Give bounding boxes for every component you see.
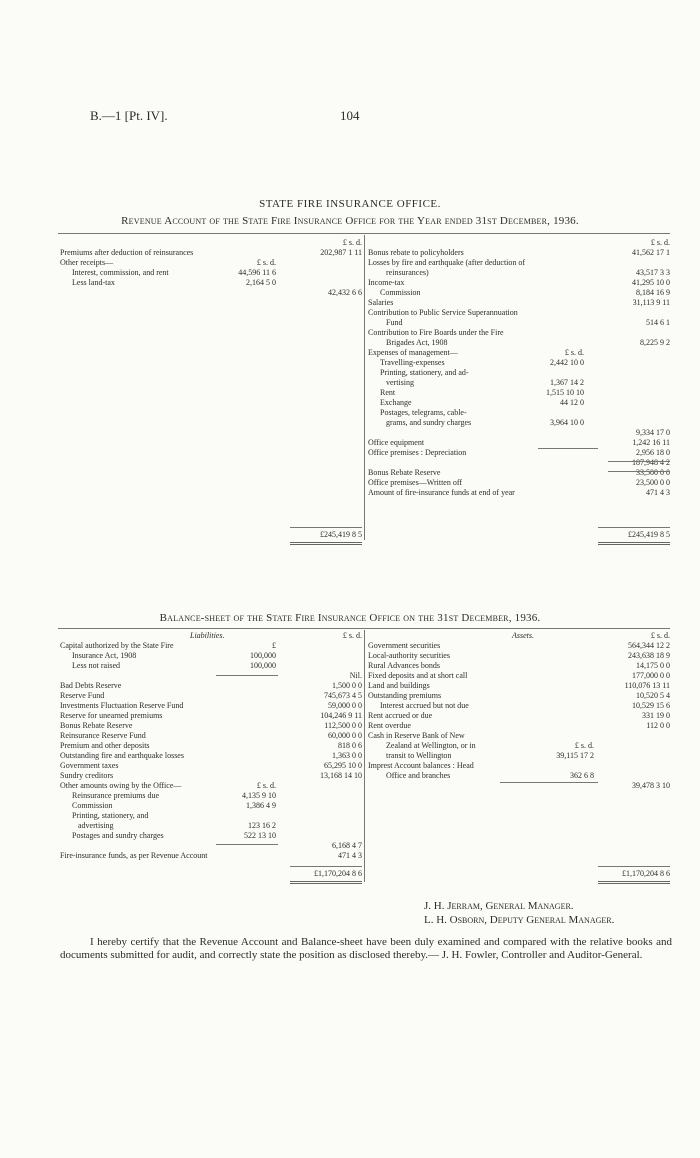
- line-sub-amount: 123 16 2: [248, 821, 276, 830]
- line-label: Office premises : Depreciation: [368, 448, 467, 457]
- line-label: Land and buildings: [368, 681, 430, 690]
- account-line: [60, 751, 362, 761]
- line-sub-amount: 362 6 8: [570, 771, 594, 780]
- line-label: Outstanding fire and earthquake losses: [60, 751, 184, 760]
- account-line: [368, 448, 670, 458]
- account-line: [368, 428, 670, 438]
- line-label: Interest, commission, and rent: [72, 268, 169, 277]
- line-amount: 818 0 6: [338, 741, 362, 750]
- account-line: [368, 418, 670, 428]
- account-line: [60, 671, 362, 681]
- line-sub-amount: 44,596 11 6: [238, 268, 276, 277]
- account-line: [368, 308, 670, 318]
- line-amount: 10,520 5 4: [636, 691, 670, 700]
- page-ref: B.—1 [Pt. IV].: [90, 108, 168, 123]
- line-amount: 514 6 1: [646, 318, 670, 327]
- page-number: 104: [340, 108, 360, 123]
- line-label: Postages and sundry charges: [72, 831, 164, 840]
- line-label: Office premises—Written off: [368, 478, 463, 487]
- line-sub-amount: 4,135 9 10: [242, 791, 276, 800]
- line-label: Office and branches: [386, 771, 451, 780]
- account-line: [60, 761, 362, 771]
- account-line: [368, 468, 670, 478]
- line-label: Fixed deposits and at short call: [368, 671, 468, 680]
- account-line: [60, 711, 362, 721]
- account-line: [60, 651, 362, 661]
- account-line: [368, 661, 670, 671]
- line-amount: 60,000 0 0: [328, 731, 362, 740]
- line-label: Outstanding premiums: [368, 691, 442, 700]
- line-label: Imprest Account balances : Head: [368, 761, 474, 770]
- account-line: [60, 661, 362, 671]
- account-line: [60, 278, 362, 288]
- line-amount: 42,432 6 6: [328, 288, 362, 297]
- account-line: [368, 458, 670, 468]
- line-amount: 9,334 17 0: [636, 428, 670, 437]
- account-line: [368, 701, 670, 711]
- line-label: reinsurances): [386, 268, 429, 277]
- assets-currency-header: £ s. d.: [650, 631, 670, 640]
- account-line: [368, 388, 670, 398]
- balance-title: Balance-sheet of the State Fire Insurance Office on the 31st December, 1936.: [159, 612, 541, 624]
- line-sub-amount: 2,442 10 0: [550, 358, 584, 367]
- line-label: Printing, stationery, and ad-: [380, 368, 469, 377]
- account-line: [368, 358, 670, 368]
- line-sub-amount: 1,386 4 9: [246, 801, 276, 810]
- line-sub-amount: 1,515 10 10: [546, 388, 584, 397]
- line-label: Rent: [380, 388, 396, 397]
- line-sub-amount: 2,164 5 0: [246, 278, 276, 287]
- line-label: Rent overdue: [368, 721, 411, 730]
- line-label: transit to Wellington: [386, 751, 452, 760]
- line-amount: 331 19 0: [642, 711, 670, 720]
- account-line: [368, 731, 670, 741]
- line-amount: 6,168 4 7: [332, 841, 362, 850]
- line-amount: 23,500 0 0: [636, 478, 670, 487]
- account-line: [60, 831, 362, 841]
- line-amount: 745,673 4 5: [324, 691, 362, 700]
- line-sub-amount: 39,115 17 2: [556, 751, 594, 760]
- line-label: Commission: [380, 288, 421, 297]
- account-line: [60, 258, 362, 268]
- line-label: Bonus Rebate Reserve: [368, 468, 441, 477]
- line-label: Other receipts—: [60, 258, 114, 267]
- account-line: [368, 398, 670, 408]
- line-label: Contribution to Public Service Superannuation: [368, 308, 518, 317]
- account-line: [60, 811, 362, 821]
- account-line: [368, 438, 670, 448]
- account-line: [368, 378, 670, 388]
- line-sub-amount: £ s. d.: [256, 781, 276, 790]
- line-amount: 112,500 0 0: [324, 721, 362, 730]
- line-label: Amount of fire-insurance funds at end of year: [368, 488, 515, 497]
- account-line: [368, 338, 670, 348]
- account-line: [60, 781, 362, 791]
- line-label: Local-authority securities: [368, 651, 450, 660]
- line-label: Less land-tax: [72, 278, 115, 287]
- line-sub-amount: 1,367 14 2: [550, 378, 584, 387]
- line-amount: 243,638 18 9: [628, 651, 670, 660]
- line-label: Bad Debts Reserve: [60, 681, 122, 690]
- account-line: [60, 741, 362, 751]
- line-sub-amount: £: [272, 641, 276, 650]
- line-amount: 2,956 18 0: [636, 448, 670, 457]
- line-label: advertising: [78, 821, 114, 830]
- signature-deputy-general-manager: L. H. Osborn, Deputy General Manager.: [424, 914, 615, 926]
- line-label: Fire-insurance funds, as per Revenue Account: [60, 851, 208, 860]
- account-line: [60, 841, 362, 851]
- account-line: [368, 278, 670, 288]
- account-line: [368, 248, 670, 258]
- line-label: Commission: [72, 801, 113, 810]
- account-line: [368, 298, 670, 308]
- account-line: [368, 318, 670, 328]
- line-label: Other amounts owing by the Office—: [60, 781, 182, 790]
- line-label: Expenses of management—: [368, 348, 458, 357]
- assets-column: [368, 641, 670, 791]
- line-sub-amount: £ s. d.: [564, 348, 584, 357]
- revenue-left-currency-header: £ s. d.: [342, 238, 362, 247]
- account-line: [368, 348, 670, 358]
- line-amount: 13,168 14 10: [320, 771, 362, 780]
- audit-certificate: I hereby certify that the Revenue Account and Balance-sheet have been duly examined and compared with the relative books and documents submitted for audit, and correctly state the position as disclosed thereby.— J. H. Fowler, Controller and Auditor-General.: [60, 936, 672, 961]
- account-line: [60, 691, 362, 701]
- line-label: Rent accrued or due: [368, 711, 433, 720]
- liabilities-currency-header: £ s. d.: [342, 631, 362, 640]
- line-amount: 43,517 3 3: [636, 268, 670, 277]
- line-label: Office equipment: [368, 438, 425, 447]
- account-line: [60, 821, 362, 831]
- account-line: [60, 851, 362, 861]
- line-amount: 202,987 1 11: [320, 248, 362, 257]
- account-line: [368, 408, 670, 418]
- account-line: [368, 761, 670, 771]
- line-label: Government securities: [368, 641, 441, 650]
- line-amount: 110,076 13 11: [624, 681, 670, 690]
- line-amount: 187,948 4 2: [632, 458, 670, 467]
- account-line: [368, 751, 670, 761]
- line-label: Salaries: [368, 298, 394, 307]
- line-label: Capital authorized by the State Fire: [60, 641, 174, 650]
- account-line: [60, 731, 362, 741]
- line-label: Losses by fire and earthquake (after deduction of: [368, 258, 526, 267]
- account-line: [60, 771, 362, 781]
- account-line: [60, 268, 362, 278]
- line-label: Reserve Fund: [60, 691, 105, 700]
- account-line: [368, 721, 670, 731]
- liabilities-total: £1,170,204 8 6: [314, 869, 362, 878]
- account-line: [368, 711, 670, 721]
- line-amount: 112 0 0: [646, 721, 670, 730]
- line-amount: 59,000 0 0: [328, 701, 362, 710]
- line-label: Exchange: [380, 398, 412, 407]
- account-line: [368, 258, 670, 268]
- line-label: Fund: [386, 318, 403, 327]
- signature-general-manager: J. H. Jerram, General Manager.: [424, 900, 574, 912]
- account-line: [60, 701, 362, 711]
- line-label: Bonus Rebate Reserve: [60, 721, 133, 730]
- line-label: Less not raised: [72, 661, 120, 670]
- line-label: Reinsurance premiums due: [72, 791, 160, 800]
- line-label: Government taxes: [60, 761, 119, 770]
- account-line: [368, 268, 670, 278]
- line-amount: 1,500 0 0: [332, 681, 362, 690]
- line-amount: 1,242 16 11: [632, 438, 670, 447]
- assets-heading: Assets.: [512, 631, 534, 640]
- account-line: [368, 641, 670, 651]
- assets-total: £1,170,204 8 6: [622, 869, 670, 878]
- account-line: [60, 288, 362, 298]
- revenue-left-total: £245,419 8 5: [320, 530, 362, 539]
- line-label: Sundry creditors: [60, 771, 114, 780]
- line-label: Contribution to Fire Boards under the Fire: [368, 328, 504, 337]
- account-line: [368, 288, 670, 298]
- line-amount: 39,478 3 10: [632, 781, 670, 790]
- line-amount: 8,225 9 2: [640, 338, 670, 347]
- account-line: [60, 681, 362, 691]
- account-line: [60, 248, 362, 258]
- line-label: Reinsurance Reserve Fund: [60, 731, 146, 740]
- line-sub-amount: 100,000: [250, 661, 276, 670]
- line-label: Investments Fluctuation Reserve Fund: [60, 701, 184, 710]
- account-line: [368, 651, 670, 661]
- line-label: Interest accrued but not due: [380, 701, 469, 710]
- line-amount: 8,184 16 9: [636, 288, 670, 297]
- line-amount: 564,344 12 2: [628, 641, 670, 650]
- account-line: [368, 691, 670, 701]
- line-label: Postages, telegrams, cable-: [380, 408, 467, 417]
- line-sub-amount: 100,000: [250, 651, 276, 660]
- line-label: Zealand at Wellington, or in: [386, 741, 476, 750]
- line-amount: 10,529 15 6: [632, 701, 670, 710]
- line-label: grams, and sundry charges: [386, 418, 472, 427]
- line-amount: 14,175 0 0: [636, 661, 670, 670]
- line-label: Bonus rebate to policyholders: [368, 248, 464, 257]
- liabilities-heading: Liabilities.: [190, 631, 225, 640]
- account-line: [60, 721, 362, 731]
- line-sub-amount: £ s. d.: [574, 741, 594, 750]
- line-label: Premium and other deposits: [60, 741, 150, 750]
- account-line: [368, 681, 670, 691]
- line-label: Reserve for unearned premiums: [60, 711, 163, 720]
- line-label: Brigades Act, 1908: [386, 338, 448, 347]
- account-line: [368, 328, 670, 338]
- account-line: [368, 671, 670, 681]
- line-amount: 41,295 10 0: [632, 278, 670, 287]
- account-line: [60, 641, 362, 651]
- revenue-left-column: [60, 248, 362, 298]
- line-label: Printing, stationery, and: [72, 811, 149, 820]
- account-line: [60, 801, 362, 811]
- line-amount: 1,363 0 0: [332, 751, 362, 760]
- account-line: [368, 368, 670, 378]
- account-line: [368, 771, 670, 781]
- line-amount: 177,000 0 0: [632, 671, 670, 680]
- line-amount: Nil.: [349, 671, 362, 680]
- line-amount: 65,295 10 0: [324, 761, 362, 770]
- line-label: Insurance Act, 1908: [72, 651, 137, 660]
- revenue-right-currency-header: £ s. d.: [650, 238, 670, 247]
- liabilities-column: [60, 641, 362, 861]
- line-label: Cash in Reserve Bank of New: [368, 731, 465, 740]
- revenue-right-total: £245,419 8 5: [628, 530, 670, 539]
- account-line: [368, 478, 670, 488]
- account-line: [60, 791, 362, 801]
- line-sub-amount: 3,964 10 0: [550, 418, 584, 427]
- line-amount: 33,500 0 0: [636, 468, 670, 477]
- account-line: [368, 741, 670, 751]
- line-amount: 31,113 9 11: [632, 298, 670, 307]
- line-amount: 104,246 9 11: [320, 711, 362, 720]
- account-line: [368, 488, 670, 498]
- line-amount: 471 4 3: [646, 488, 670, 497]
- line-amount: 471 4 3: [338, 851, 362, 860]
- line-sub-amount: 522 13 10: [244, 831, 276, 840]
- line-label: Premiums after deduction of reinsurances: [60, 248, 194, 257]
- line-sub-amount: 44 12 0: [560, 398, 584, 407]
- line-label: Income-tax: [368, 278, 405, 287]
- line-sub-amount: £ s. d.: [256, 258, 276, 267]
- line-label: Travelling-expenses: [380, 358, 445, 367]
- revenue-title: Revenue Account of the State Fire Insurance Office for the Year ended 31st December, 1936.: [121, 215, 579, 227]
- office-title: STATE FIRE INSURANCE OFFICE.: [259, 198, 441, 210]
- line-label: vertising: [386, 378, 414, 387]
- line-amount: 41,562 17 1: [632, 248, 670, 257]
- line-label: Rural Advances bonds: [368, 661, 440, 670]
